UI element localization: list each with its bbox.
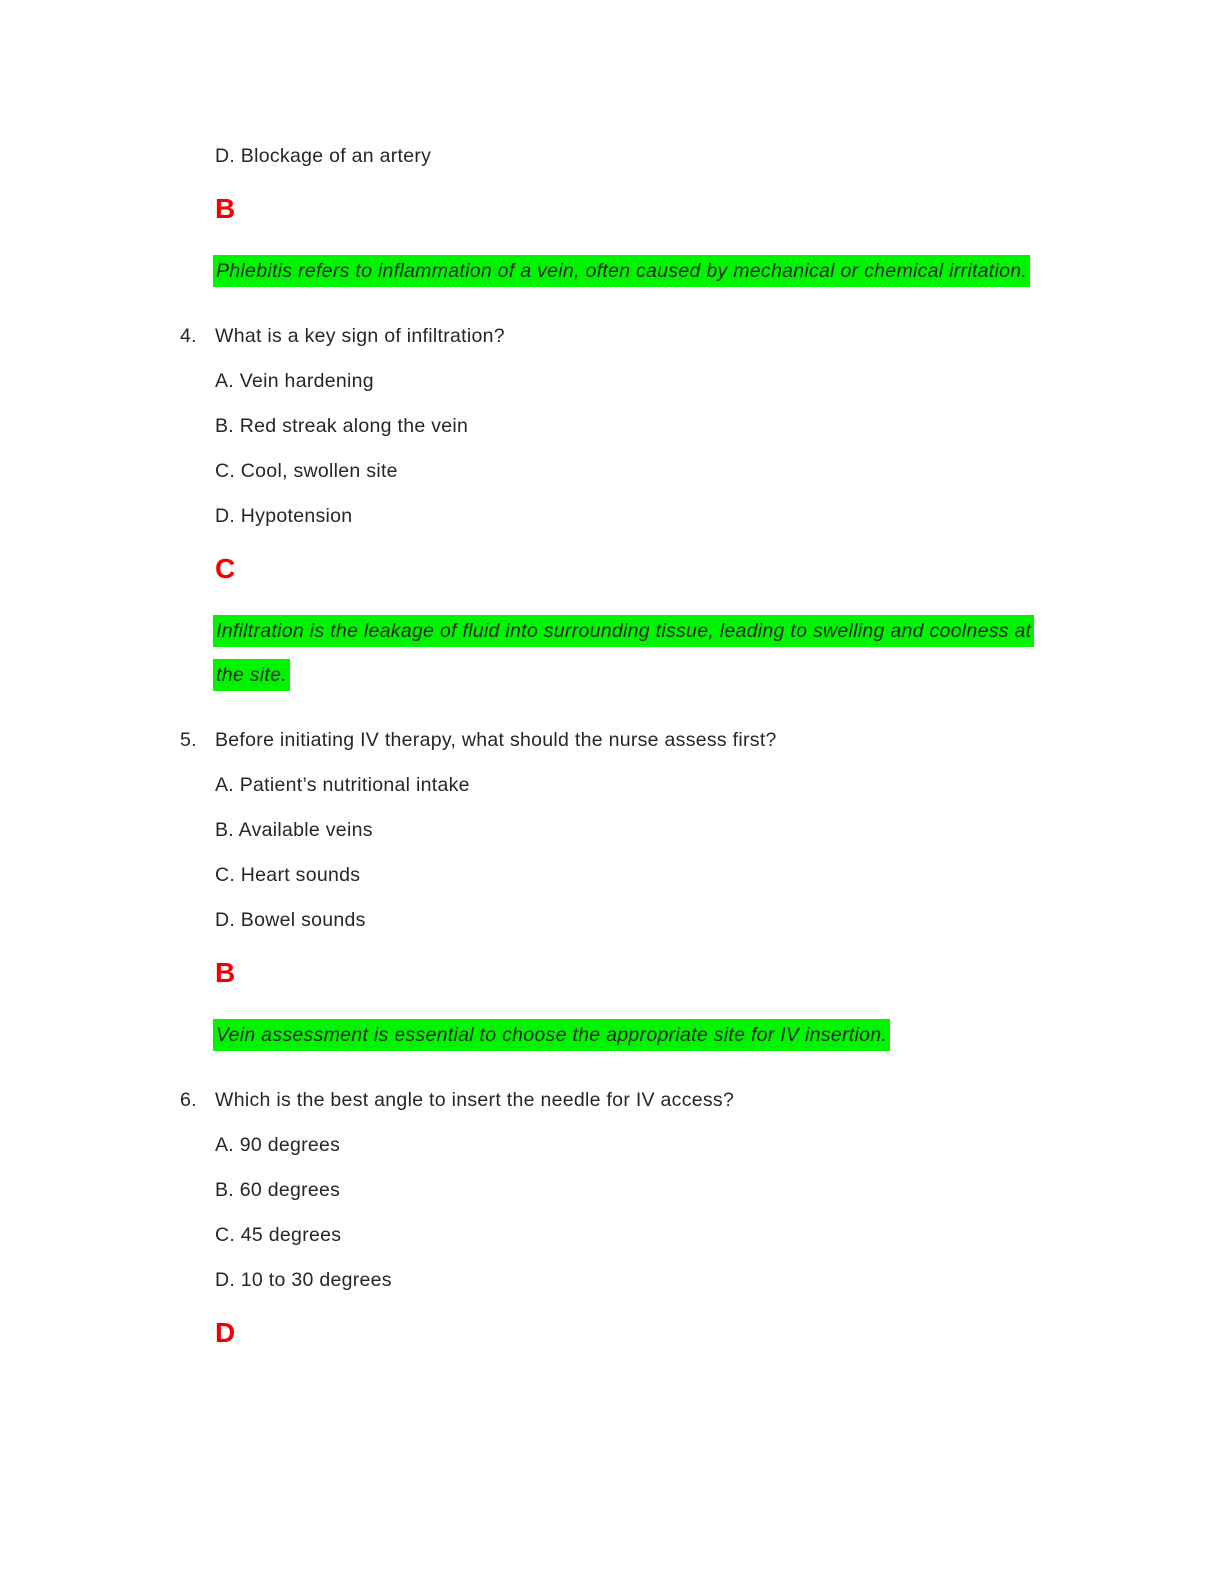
answer-letter: D: [215, 1317, 236, 1348]
option-line: C. 45 degrees: [215, 1224, 342, 1246]
answer-letter: B: [215, 957, 236, 988]
option-line: C. Cool, swollen site: [215, 460, 398, 482]
question: [180, 1087, 1124, 1113]
question-text: Before initiating IV therapy, what should the nurse assess first?: [215, 729, 777, 751]
option-line: B. Red streak along the vein: [215, 415, 469, 437]
explanation-paragraph: [213, 609, 1035, 697]
option-line: D. 10 to 30 degrees: [215, 1269, 392, 1291]
option-line: B. Available veins: [215, 819, 373, 841]
answer-letter: C: [215, 553, 236, 584]
option-line: A. Patient’s nutritional intake: [215, 774, 470, 796]
option-line: D. Blockage of an artery: [215, 145, 432, 167]
explanation-text: Vein assessment is essential to choose the appropriate site for IV insertion.: [213, 1019, 890, 1051]
question-number: 4.: [180, 325, 197, 347]
option-line: D. Hypotension: [215, 505, 353, 527]
option-line: A. 90 degrees: [215, 1134, 341, 1156]
option-line: A. Vein hardening: [215, 370, 374, 392]
question-number: 6.: [180, 1089, 197, 1111]
question-text: Which is the best angle to insert the needle for IV access?: [215, 1089, 735, 1111]
explanation-paragraph: [213, 1013, 1035, 1057]
question: [180, 323, 1124, 349]
option-line: C. Heart sounds: [215, 864, 361, 886]
answer-letter: B: [215, 193, 236, 224]
option-line: B. 60 degrees: [215, 1179, 341, 1201]
explanation-text: Phlebitis refers to inflammation of a vein, often caused by mechanical or chemical irritation.: [213, 255, 1030, 287]
question: [180, 727, 1124, 753]
explanation-text: Infiltration is the leakage of fluid into surrounding tissue, leading to swelling and coolness at the site.: [213, 615, 1034, 691]
explanation-paragraph: [213, 249, 1035, 293]
question-number: 5.: [180, 729, 197, 751]
option-line: D. Bowel sounds: [215, 909, 366, 931]
question-text: What is a key sign of infiltration?: [215, 325, 505, 347]
